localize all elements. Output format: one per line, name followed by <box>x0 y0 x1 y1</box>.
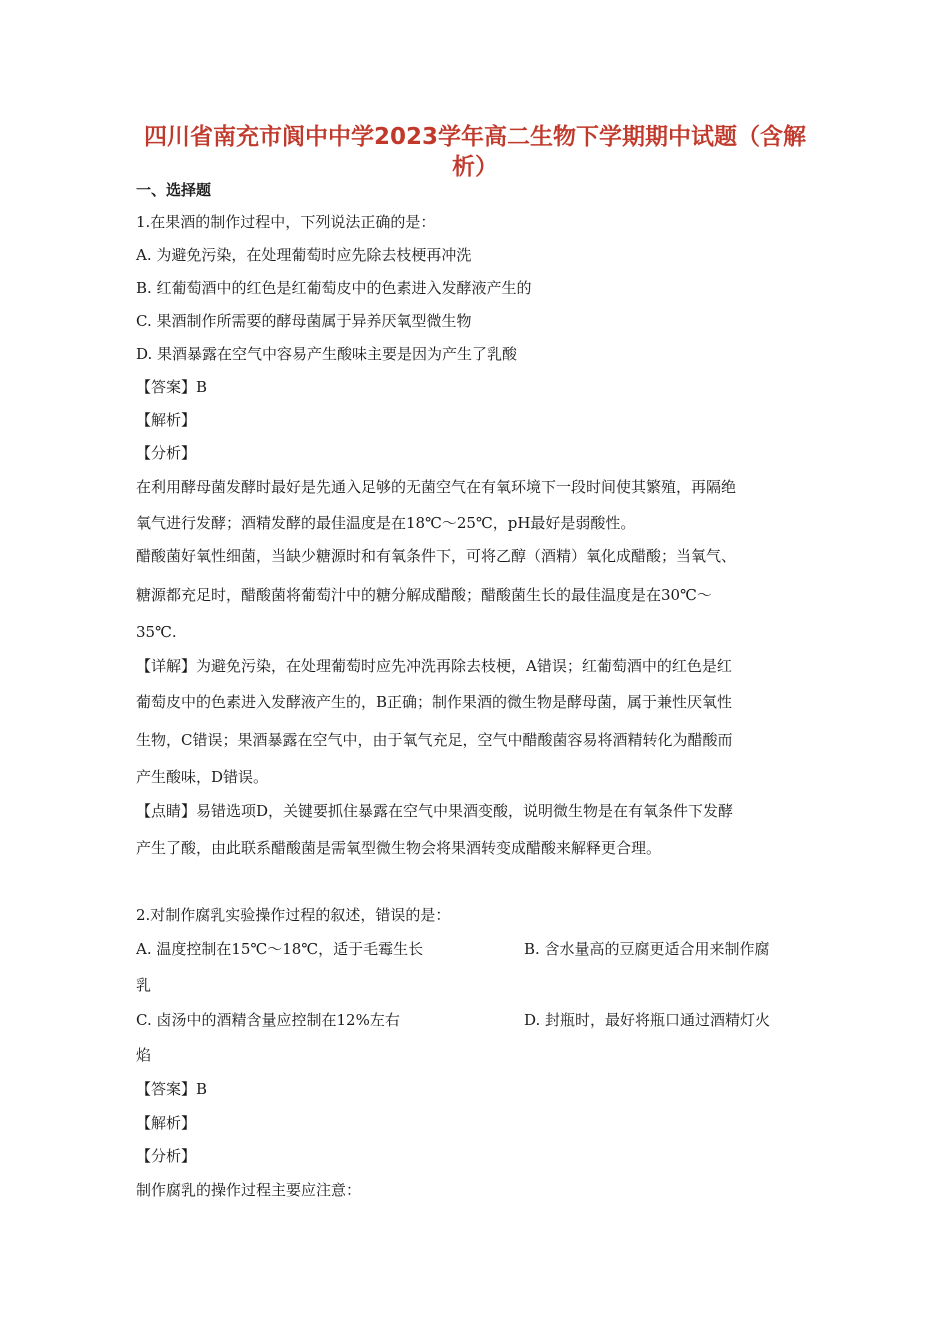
page-title-line-1: 四川省南充市阆中中学2023学年高二生物下学期期中试题（含解 <box>143 124 806 150</box>
q1-analysis-line-3: 醋酸菌好氧性细菌，当缺少糖源时和有氧条件下，可将乙醇（酒精）氧化成醋酸；当氧气、 <box>136 547 737 565</box>
q1-option-a: A. 为避免污染，在处理葡萄时应先除去枝梗再冲洗 <box>136 246 472 264</box>
q1-analysis-line-1: 在利用酵母菌发酵时最好是先通入足够的无菌空气在有氧环境下一段时间使其繁殖，再隔绝 <box>136 478 737 496</box>
q1-option-b: B. 红葡萄酒中的红色是红葡萄皮中的色素进入发酵液产生的 <box>136 279 532 297</box>
section-heading: 一、选择题 <box>136 181 212 199</box>
q1-stem: 1.在果酒的制作过程中，下列说法正确的是： <box>136 213 436 231</box>
q2-analysis-line: 制作腐乳的操作过程主要应注意： <box>136 1181 362 1199</box>
q2-option-b-wrap: 乳 <box>136 976 152 994</box>
q1-comment-line-1: 【点睛】易错选项D，关键要抓住暴露在空气中果酒变酸，说明微生物是在有氧条件下发酵 <box>136 802 734 820</box>
q1-answer: 【答案】B <box>136 378 208 396</box>
q1-comment-line-2: 产生了酸，由此联系醋酸菌是需氧型微生物会将果酒转变成醋酸来解释更合理。 <box>136 839 662 857</box>
q1-detail-line-3: 生物，C错误；果酒暴露在空气中，由于氧气充足，空气中醋酸菌容易将酒精转化为醋酸而 <box>136 731 733 749</box>
q1-option-c: C. 果酒制作所需要的酵母菌属于异养厌氧型微生物 <box>136 312 472 330</box>
q2-jiexi: 【解析】 <box>136 1114 197 1132</box>
q2-option-d: D. 封瓶时，最好将瓶口通过酒精灯火 <box>524 1011 771 1029</box>
q1-analysis-line-4: 糖源都充足时，醋酸菌将葡萄汁中的糖分解成醋酸；醋酸菌生长的最佳温度是在30℃～ <box>136 586 712 604</box>
q2-stem: 2.对制作腐乳实验操作过程的叙述，错误的是： <box>136 906 451 924</box>
q2-option-b: B. 含水量高的豆腐更适合用来制作腐 <box>524 940 770 958</box>
q2-option-c: C. 卤汤中的酒精含量应控制在12%左右 <box>136 1011 400 1029</box>
page-title-line-2: 析） <box>452 154 498 180</box>
q1-jiexi: 【解析】 <box>136 411 197 429</box>
q1-option-d: D. 果酒暴露在空气中容易产生酸味主要是因为产生了乳酸 <box>136 345 518 363</box>
page-title <box>120 122 830 182</box>
q1-detail-line-4: 产生酸味，D错误。 <box>136 768 269 786</box>
q2-option-d-wrap: 焰 <box>136 1046 152 1064</box>
q2-answer: 【答案】B <box>136 1080 208 1098</box>
q2-option-a: A. 温度控制在15℃～18℃，适于毛霉生长 <box>136 940 424 958</box>
q1-detail-line-2: 葡萄皮中的色素进入发酵液产生的，B正确；制作果酒的微生物是酵母菌，属于兼性厌氧性 <box>136 693 733 711</box>
q1-analysis-line-5: 35℃. <box>136 623 177 641</box>
q2-fenxi: 【分析】 <box>136 1147 197 1165</box>
q1-analysis-line-2: 氧气进行发酵；酒精发酵的最佳温度是在18℃～25℃，pH最好是弱酸性。 <box>136 514 636 532</box>
q1-detail-line-1: 【详解】为避免污染，在处理葡萄时应先冲洗再除去枝梗，A错误；红葡萄酒中的红色是红 <box>136 657 732 675</box>
q1-fenxi: 【分析】 <box>136 444 197 462</box>
